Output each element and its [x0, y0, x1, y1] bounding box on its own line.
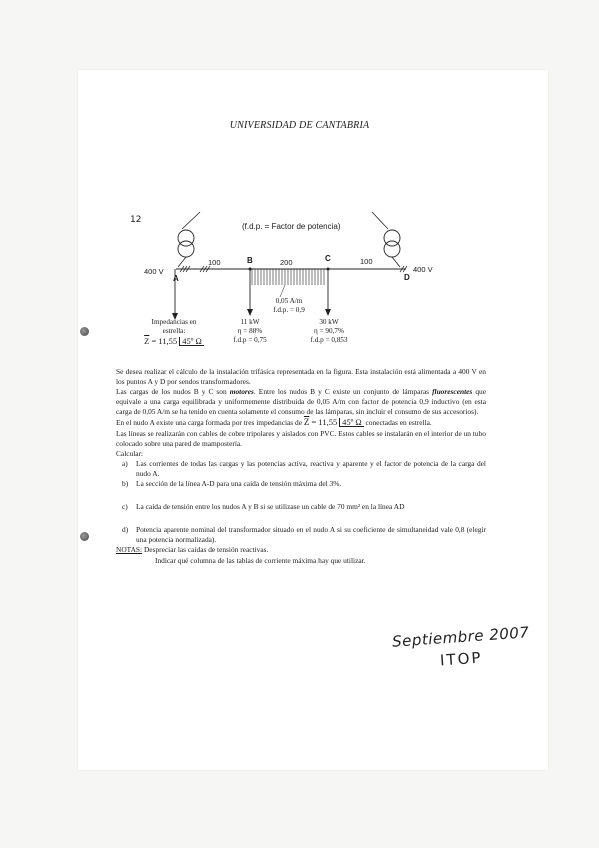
- transformer-a-secondary: [178, 241, 194, 257]
- load-c-eta: η = 90,7%: [314, 327, 344, 335]
- node-b: B: [247, 256, 253, 265]
- load-b-power: 11 kW: [240, 318, 260, 326]
- impedance-value: = 11,55: [151, 336, 178, 346]
- distributed-density: 0,05 A/m: [275, 297, 303, 305]
- punch-hole-top: [80, 327, 89, 336]
- handwritten-school: ITOP: [439, 648, 484, 670]
- note-2: Indicar qué columna de las tablas de corriente máxima hay que utilizar.: [155, 555, 366, 565]
- page-header: UNIVERSIDAD DE CANTABRIA: [229, 120, 370, 131]
- question-a: a) Las corrientes de todas las cargas y las potencias activa, reactiva y aparente y el factor de potencia de la carga del nudo A.: [122, 458, 486, 478]
- load-a-line1: Impedancias en: [151, 318, 197, 326]
- load-a-impedance: [134, 337, 214, 346]
- notes-label: NOTAS:: [116, 545, 143, 555]
- distributed-load-hatch: [252, 269, 324, 285]
- question-c: c) La caída de tensión entre los nudos A y B si se utilizase un cable de 70 mm² en la línea AD: [122, 502, 405, 512]
- note-1: Despreciar las caídas de tensión reactivas.: [143, 545, 269, 555]
- problem-number: 12: [130, 215, 142, 225]
- voltage-left: 400 V: [144, 267, 164, 276]
- calcular-label: Calcular:: [116, 448, 144, 458]
- segment-cd-length: 100: [360, 257, 373, 266]
- load-c-power: 30 kW: [319, 318, 339, 326]
- load-b-eta: η = 88%: [237, 327, 263, 335]
- node-d: D: [404, 273, 410, 282]
- paragraph-node-a: En el nudo A existe una carga formada por tres impedancias de $\overline{Z} = 11,55$ 45º Ω conectadas en estrella.: [116, 417, 432, 428]
- question-d: d) Potencia aparente nominal del transformador situado en el nudo A si su coeficiente de simultaneidad vale 0,8 (elegir una potencia normalizada).: [122, 525, 486, 545]
- load-a-line2: estrella:: [162, 327, 186, 335]
- voltage-right: 400 V: [413, 265, 433, 274]
- load-c-fdp: f.d.p = 0,853: [310, 336, 348, 344]
- problem-statement: [116, 367, 486, 566]
- node-c: C: [325, 254, 331, 263]
- segment-ab-length: 100: [208, 258, 221, 267]
- distributed-load-label: [267, 297, 311, 315]
- handwritten-date: Septiembre 2007: [391, 623, 530, 651]
- load-b-label: [224, 318, 276, 345]
- paragraph-intro: Se desea realizar el cálculo de la instalación trifásica representada en la figura. Esta instalación está alimentada a 400 V en los puntos A y D por sendos transformadores.: [116, 367, 486, 387]
- question-b: b) La sección de la línea A-D para una caída de tensión máxima del 3%.: [122, 479, 342, 489]
- paragraph-cables: Las líneas se realizarán con cables de cobre tripolares y aislados con PVC. Estos cables se instalarán en el interior de un tubo colocado sobre una pared de mampostería.: [116, 428, 486, 448]
- load-b-fdp: f.d.p = 0,75: [233, 336, 267, 344]
- transformer-d-secondary: [384, 241, 400, 257]
- legend-label: (f.d.p. = Factor de potencia): [242, 222, 341, 231]
- supply-line-a: [182, 212, 200, 229]
- node-a: A: [173, 274, 179, 283]
- notes: [116, 545, 486, 555]
- circuit-diagram: [120, 205, 460, 365]
- impedance-symbol: $\overline{Z}$: [144, 336, 150, 346]
- punch-hole-bottom: [80, 532, 89, 541]
- supply-line-d: [372, 212, 388, 229]
- segment-bc-length: 200: [280, 258, 293, 267]
- distributed-fdp: f.d.p. = 0,9: [273, 306, 305, 314]
- paragraph-loads: Las cargas de los nudos B y C son motores. Entre los nudos B y C existe un conjunto de lámparas fluorescentes que equivale a una carga equilibrada y uniformemente distribuida de 0,05 A/m con factor de potencia 0,9 inductivo (en esta carga de 0,05 A/m se ha tenido en cuenta solamente el consumo de las lámparas, sin incluir el consumo de sus accesorios).: [116, 387, 486, 417]
- load-a-label: [134, 318, 214, 346]
- load-c-label: [300, 318, 358, 345]
- impedance-angle: 45º Ω: [179, 337, 204, 346]
